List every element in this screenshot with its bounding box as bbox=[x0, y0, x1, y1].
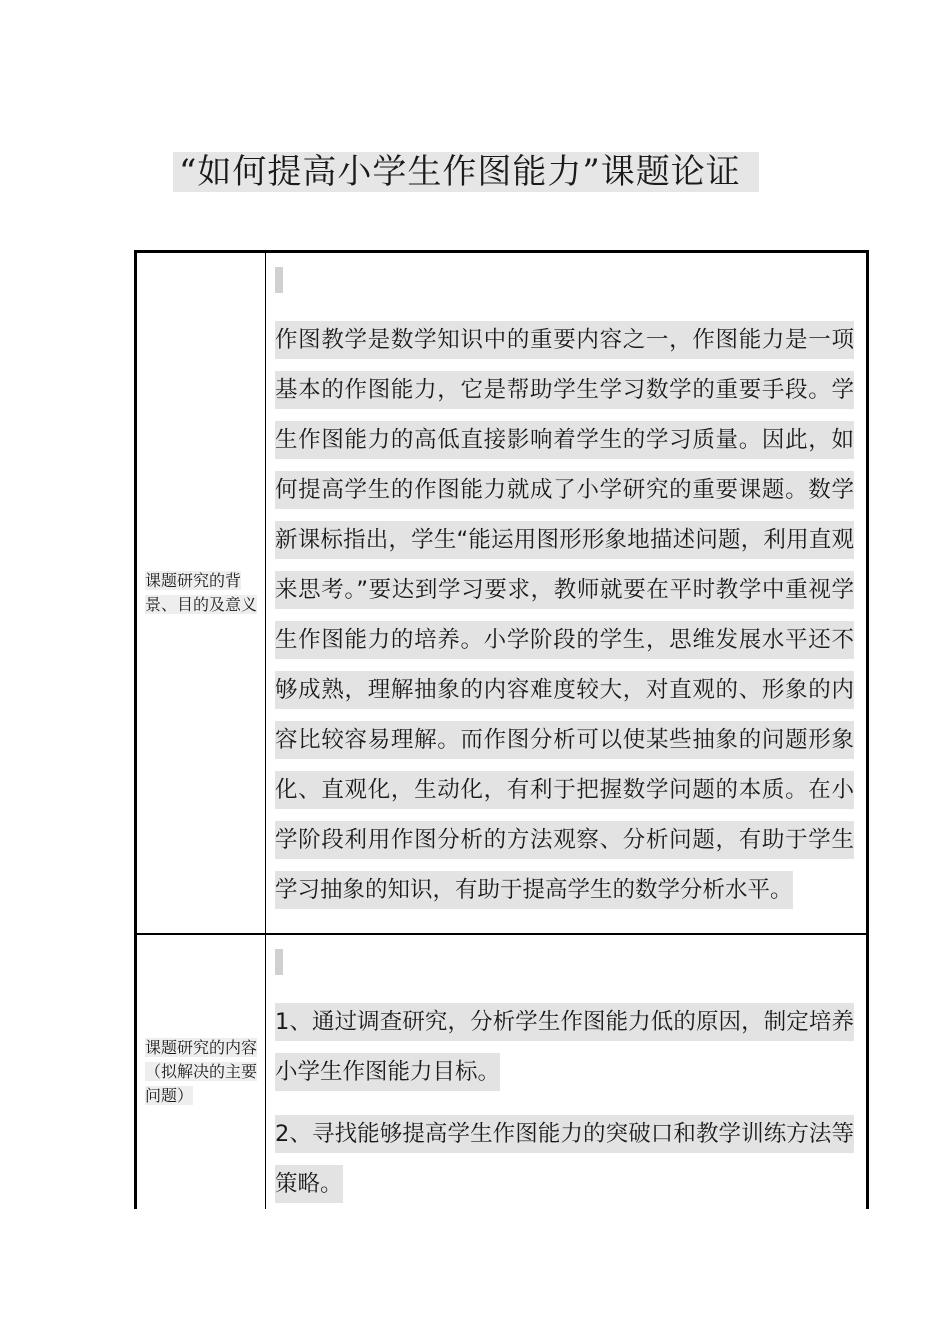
content-item-1: 1、通过调查研究，分析学生作图能力低的原因，制定培养小学生作图能力目标。 bbox=[275, 997, 854, 1097]
row-content-cell bbox=[266, 252, 868, 935]
row-label-cell bbox=[136, 252, 266, 935]
row-label-background: 课题研究的背景、目的及意义 bbox=[145, 571, 258, 614]
background-paragraph: 作图教学是数学知识中的重要内容之一，作图能力是一项基本的作图能力，它是帮助学生学习数学的重要手段。学生作图能力的高低直接影响着学生的学习质量。因此，如何提高学生的作图能力就成了小学研究的重要课题。数学新课标指出，学生“能运用图形形象地描述问题，利用直观来思考。”要达到学习要求，教师就要在平时教学中重视学生作图能力的培养。小学阶段的学生，思维发展水平还不够成熟，理解抽象的内容难度较大，对直观的、形象的内容比较容易理解。而作图分析可以使某些抽象的问题形象化、直观化，生动化，有利于把握数学问题的本质。在小学阶段利用作图分析的方法观察、分析问题，有助于学生学习抽象的知识，有助于提高学生的数学分析水平。 bbox=[275, 315, 854, 915]
row-label-cell bbox=[136, 934, 266, 1209]
text-cursor-marker bbox=[275, 949, 283, 975]
table-row bbox=[136, 252, 868, 935]
row-content-cell bbox=[266, 934, 868, 1209]
text-cursor-marker bbox=[275, 267, 283, 293]
document-title: “如何提高小学生作图能力”课题论证 bbox=[173, 152, 759, 192]
row-label-content: 课题研究的内容（拟解决的主要问题） bbox=[145, 1038, 258, 1105]
content-item-2: 2、寻找能够提高学生作图能力的突破口和教学训练方法等策略。 bbox=[275, 1109, 854, 1209]
table-row bbox=[136, 934, 868, 1209]
argument-table bbox=[134, 250, 869, 1209]
